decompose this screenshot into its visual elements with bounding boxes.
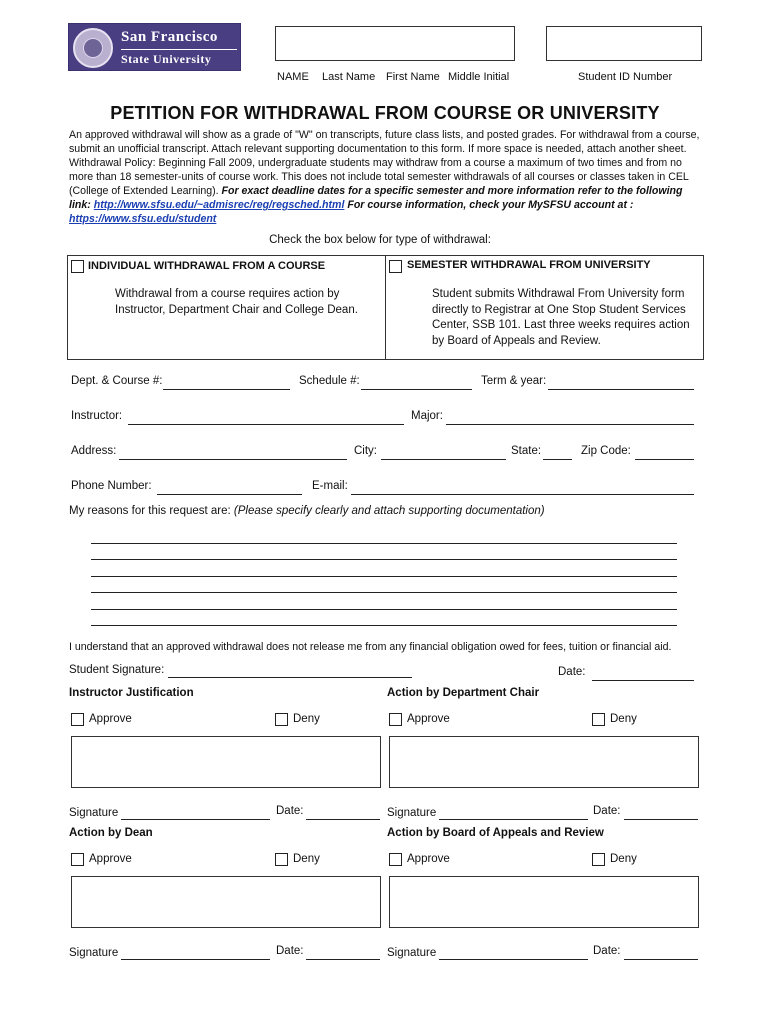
student-signature-field[interactable] (168, 677, 412, 678)
board-deny-label: Deny (610, 853, 637, 865)
state-field[interactable] (543, 459, 572, 460)
address-field[interactable] (119, 459, 347, 460)
dept-chair-deny-label: Deny (610, 713, 637, 725)
financial-notice: I understand that an approved withdrawal does not release me from any financial obligation owed for fees, tuition or financial aid. (69, 641, 672, 653)
instructor-comments-box[interactable] (71, 736, 381, 788)
instructor-deny-label: Deny (293, 713, 320, 725)
email-label: E-mail: (312, 480, 348, 492)
dept-chair-signature-label: Signature (387, 807, 437, 819)
major-label: Major: (411, 410, 443, 422)
dept-chair-date-field[interactable] (624, 819, 698, 820)
instructor-approve-label: Approve (89, 713, 132, 725)
dean-heading: Action by Dean (69, 827, 153, 839)
intro-paragraph (69, 128, 707, 226)
university-logo (68, 23, 241, 71)
board-approve-label: Approve (407, 853, 450, 865)
middle-initial-label: Middle Initial (448, 71, 510, 83)
dept-chair-approve-label: Approve (407, 713, 450, 725)
first-name-label: First Name (386, 71, 440, 83)
reason-line-4[interactable] (91, 592, 677, 593)
dept-chair-date-label: Date: (593, 805, 621, 817)
dept-chair-heading: Action by Department Chair (387, 687, 540, 699)
dean-date-label: Date: (276, 945, 304, 957)
instructor-date-label: Date: (276, 805, 304, 817)
reasons-label-text: My reasons for this request are: (69, 505, 231, 517)
student-id-input[interactable] (546, 26, 702, 61)
dept-chair-comments-box[interactable] (389, 736, 699, 788)
dean-comments-box[interactable] (71, 876, 381, 928)
instructor-deny-checkbox[interactable] (275, 713, 288, 726)
phone-field[interactable] (157, 494, 302, 495)
schedule-label: Schedule #: (299, 375, 360, 387)
reason-line-6[interactable] (91, 625, 677, 626)
course-info-text: For course information, check your MySFSU account at : (344, 199, 634, 211)
reason-line-1[interactable] (91, 543, 677, 544)
mysfsu-link[interactable]: https://www.sfsu.edu/student (69, 213, 217, 225)
reasons-hint: (Please specify clearly and attach supporting documentation) (233, 505, 545, 517)
course-withdrawal-checkbox[interactable] (71, 260, 84, 273)
course-withdrawal-description: Withdrawal from a course requires action by Instructor, Department Chair and College Dean. (115, 288, 358, 316)
board-approve-checkbox[interactable] (389, 853, 402, 866)
city-label: City: (354, 445, 377, 457)
instructor-date-field[interactable] (306, 819, 380, 820)
board-signature-label: Signature (387, 947, 437, 959)
address-label: Address: (71, 445, 117, 457)
dept-chair-deny-checkbox[interactable] (592, 713, 605, 726)
board-comments-box[interactable] (389, 876, 699, 928)
dept-chair-approve-checkbox[interactable] (389, 713, 402, 726)
board-deny-checkbox[interactable] (592, 853, 605, 866)
phone-label: Phone Number: (71, 480, 152, 492)
name-label: NAME (277, 71, 309, 83)
dept-course-label: Dept. & Course #: (71, 375, 163, 387)
board-date-field[interactable] (624, 959, 698, 960)
student-signature-label: Student Signature: (69, 664, 165, 676)
reason-line-2[interactable] (91, 559, 677, 560)
logo-line-2: State University (121, 52, 212, 66)
student-date-field[interactable] (592, 680, 694, 681)
name-input[interactable] (275, 26, 515, 61)
dean-approve-label: Approve (89, 853, 132, 865)
semester-withdrawal-title: SEMESTER WITHDRAWAL FROM UNIVERSITY (407, 259, 651, 271)
term-year-field[interactable] (548, 389, 694, 390)
reason-line-3[interactable] (91, 576, 677, 577)
registration-schedule-link[interactable]: http://www.sfsu.edu/~admisrec/reg/regsched.html (93, 199, 345, 211)
withdrawal-type-prompt: Check the box below for type of withdrawal: (269, 234, 491, 246)
semester-withdrawal-description: Student submits Withdrawal From University form directly to Registrar at One Stop Student Services Center, SSB 101. Last three weeks requires action by Board of Appeals and Review. (432, 288, 690, 347)
instructor-label: Instructor: (71, 410, 123, 422)
zip-code-label: Zip Code: (581, 445, 631, 457)
dept-chair-signature-field[interactable] (439, 819, 588, 820)
instructor-signature-field[interactable] (121, 819, 270, 820)
dean-approve-checkbox[interactable] (71, 853, 84, 866)
dean-signature-label: Signature (69, 947, 119, 959)
instructor-justification-heading: Instructor Justification (69, 687, 194, 699)
semester-withdrawal-checkbox[interactable] (389, 260, 402, 273)
instructor-field[interactable] (128, 424, 404, 425)
student-date-label: Date: (558, 666, 586, 678)
instructor-signature-label: Signature (69, 807, 119, 819)
board-heading: Action by Board of Appeals and Review (387, 827, 604, 839)
course-withdrawal-title: INDIVIDUAL WITHDRAWAL FROM A COURSE (88, 260, 326, 272)
deadline-text: For exact deadline dates for a specific semester and more information refer to the following link: (69, 185, 683, 211)
schedule-field[interactable] (361, 389, 472, 390)
intro-text: An approved withdrawal will show as a grade of "W" on transcripts, future class lists, and posted grades. For withdrawal from a course, submit an unofficial transcript. Attach relevant supporting documentation to this form. If more space is needed, attach another sheet. Withdrawal Policy: Beginning Fall 2009, undergraduate students may withdraw from a course a maximum of two times and from no more than 18 semester-units of course work. This does not include total semester withdrawals of all courses or classes taken in CEL (College of Extended Learning). (69, 129, 700, 197)
logo-line-1: San Francisco (121, 29, 218, 45)
major-field[interactable] (446, 424, 694, 425)
last-name-label: Last Name (322, 71, 376, 83)
dean-deny-checkbox[interactable] (275, 853, 288, 866)
city-field[interactable] (381, 459, 506, 460)
board-signature-field[interactable] (439, 959, 588, 960)
dean-deny-label: Deny (293, 853, 320, 865)
reasons-label (69, 505, 545, 517)
page-title: PETITION FOR WITHDRAWAL FROM COURSE OR UNIVERSITY (110, 103, 660, 123)
student-id-label: Student ID Number (578, 71, 673, 83)
dept-course-field[interactable] (163, 389, 290, 390)
state-label: State: (511, 445, 542, 457)
email-field[interactable] (351, 494, 694, 495)
dean-date-field[interactable] (306, 959, 380, 960)
instructor-approve-checkbox[interactable] (71, 713, 84, 726)
board-date-label: Date: (593, 945, 621, 957)
university-seal-icon (73, 28, 113, 68)
zip-code-field[interactable] (635, 459, 694, 460)
dean-signature-field[interactable] (121, 959, 270, 960)
term-year-label: Term & year: (481, 375, 547, 387)
reason-line-5[interactable] (91, 609, 677, 610)
